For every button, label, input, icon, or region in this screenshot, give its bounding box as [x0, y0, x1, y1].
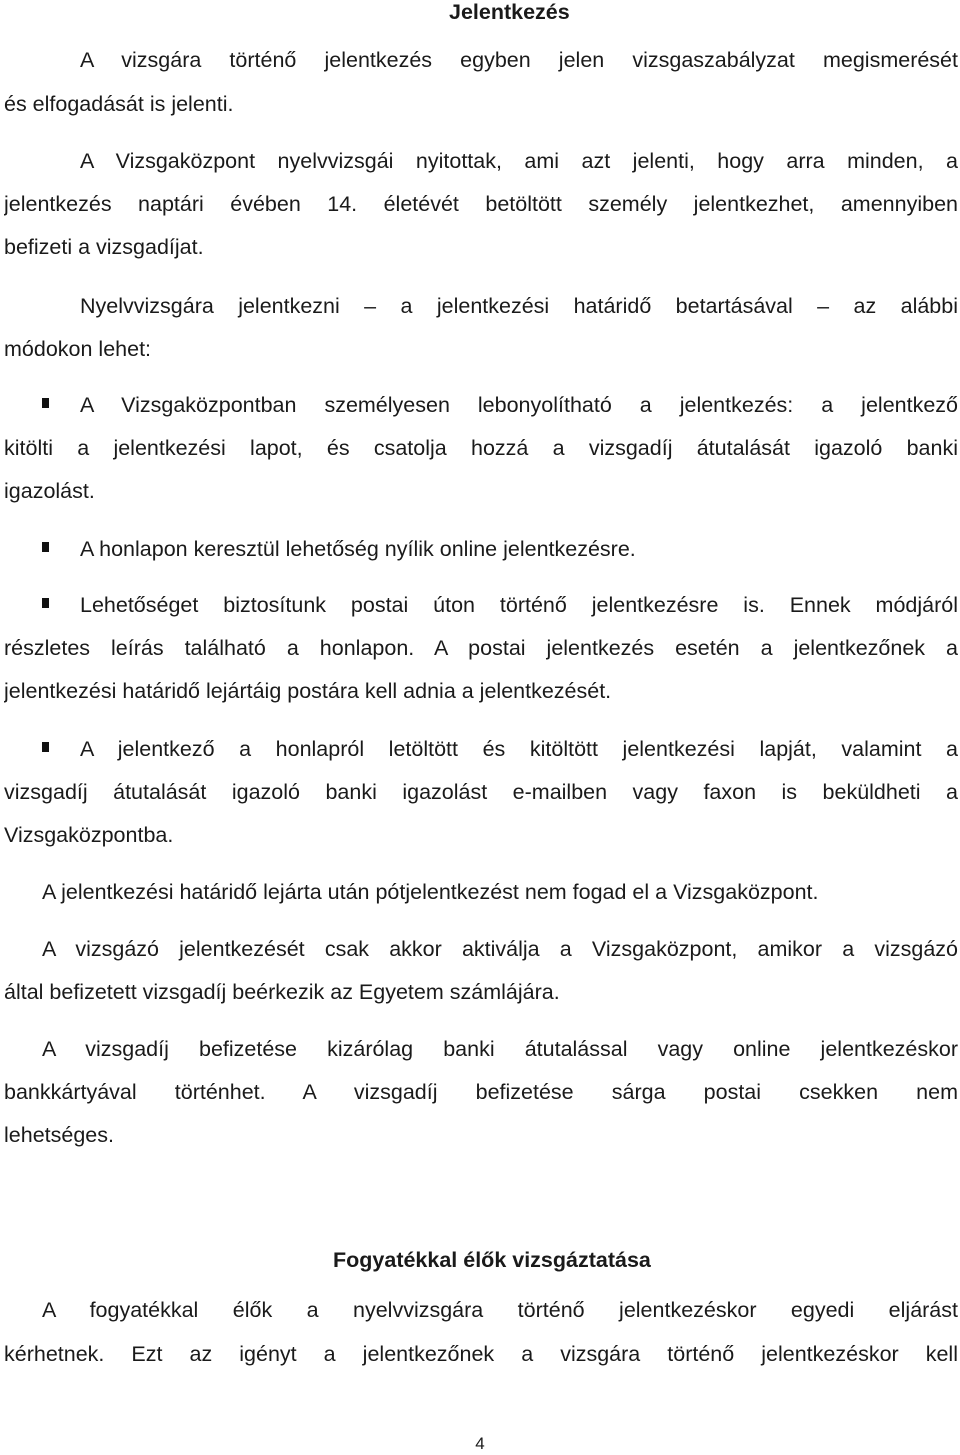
list-item-line: kitölti a jelentkezési lapot, és csatolja hozzá a vizsgadíj átutalását igazoló banki — [4, 436, 958, 460]
paragraph-line: A jelentkezési határidő lejárta után pótjelentkezést nem fogad el a Vizsgaközpont. — [42, 880, 819, 904]
paragraph-line: A vizsgadíj befizetése kizárólag banki átutalással vagy online jelentkezéskor — [42, 1037, 958, 1061]
list-item-line: A jelentkező a honlapról letöltött és kitöltött jelentkezési lapját, valamint a — [80, 737, 958, 761]
paragraph-line: befizeti a vizsgadíjat. — [4, 235, 204, 259]
list-item-line: Lehetőséget biztosítunk postai úton történő jelentkezésre is. Ennek módjáról — [80, 593, 958, 617]
paragraph-line: Nyelvvizsgára jelentkezni – a jelentkezési határidő betartásával – az alábbi — [80, 294, 958, 318]
paragraph-line: A vizsgára történő jelentkezés egyben jelen vizsgaszabályzat megismerését — [80, 48, 958, 72]
list-item-line: vizsgadíj átutalását igazoló banki igazolást e-mailben vagy faxon is beküldheti a — [4, 780, 958, 804]
bullet-marker — [42, 742, 49, 752]
paragraph-line: jelentkezés naptári évében 14. életévét betöltött személy jelentkezhet, amennyiben — [4, 192, 958, 216]
section-heading-jelentkezes: Jelentkezés — [449, 0, 570, 24]
paragraph-line: bankkártyával történhet. A vizsgadíj befizetése sárga postai csekken nem — [4, 1080, 958, 1104]
paragraph-line: által befizetett vizsgadíj beérkezik az Egyetem számlájára. — [4, 980, 560, 1004]
list-item-line: jelentkezési határidő lejártáig postára kell adnia a jelentkezését. — [4, 679, 612, 703]
page-number: 4 — [475, 1434, 485, 1453]
list-item-line: A honlapon keresztül lehetőség nyílik online jelentkezésre. — [80, 537, 636, 561]
bullet-marker — [42, 542, 49, 552]
paragraph-line: módokon lehet: — [4, 337, 152, 361]
section-heading-fogyatekkal: Fogyatékkal élők vizsgáztatása — [333, 1248, 651, 1272]
paragraph-line: kérhetnek. Ezt az igényt a jelentkezőnek a vizsgára történő jelentkezéskor kell — [4, 1342, 958, 1366]
list-item-line: Vizsgaközpontba. — [4, 823, 174, 847]
paragraph-line: A fogyatékkal élők a nyelvvizsgára történő jelentkezéskor egyedi eljárást — [42, 1298, 958, 1322]
bullet-marker — [42, 598, 49, 608]
list-item-line: A Vizsgaközpontban személyesen lebonyolítható a jelentkezés: a jelentkező — [80, 393, 958, 417]
bullet-marker — [42, 398, 49, 408]
paragraph-line: A vizsgázó jelentkezését csak akkor aktiválja a Vizsgaközpont, amikor a vizsgázó — [42, 937, 958, 961]
paragraph-line: és elfogadását is jelenti. — [4, 92, 234, 116]
list-item-line: részletes leírás található a honlapon. A postai jelentkezés esetén a jelentkezőnek a — [4, 636, 958, 660]
paragraph-line: A Vizsgaközpont nyelvvizsgái nyitottak, ami azt jelenti, hogy arra minden, a — [80, 149, 958, 173]
paragraph-line: lehetséges. — [4, 1123, 114, 1147]
list-item-line: igazolást. — [4, 479, 95, 503]
